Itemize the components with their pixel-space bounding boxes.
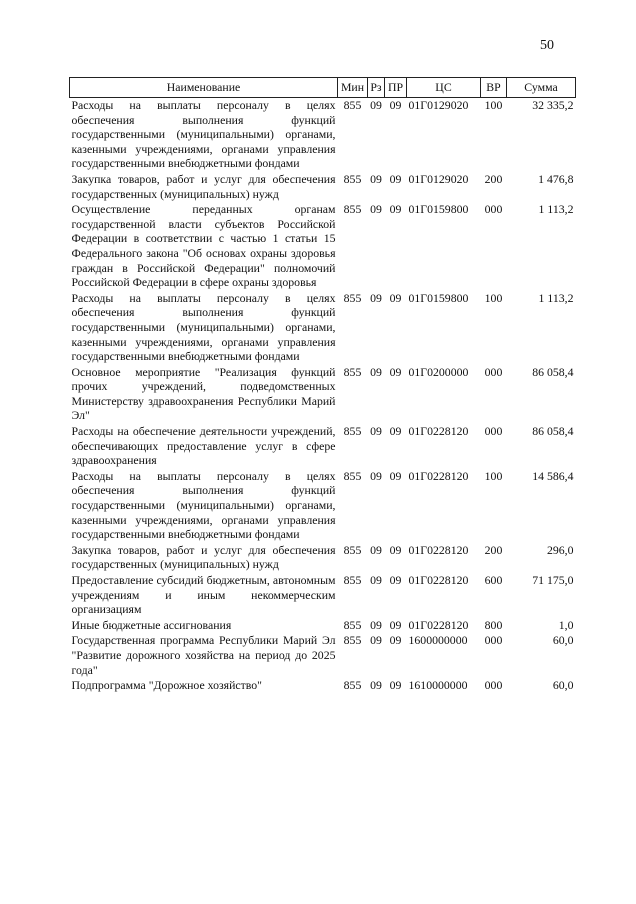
cell-pr: 09 xyxy=(389,290,402,305)
cell-min: 855 xyxy=(343,542,362,557)
cell-name: Осуществление переданных органам государственной власти субъектов Российской Федерации в соответствии с частью 1 статьи 15 Федерального закона "Об основах охраны здоровья граждан в Российской Федерации" полномочий Российской Федерации в сфере охраны здоровья xyxy=(71,202,336,290)
cell-min: 855 xyxy=(343,364,362,379)
cell-sum: 296,0 xyxy=(546,542,574,557)
cell-cs: 01Г0228120 xyxy=(408,573,469,587)
cell-cs: 01Г0228120 xyxy=(408,617,469,632)
cell-name: Расходы на обеспечение деятельности учреждений, обеспечивающих предоставление услуг в сфере здравоохранения xyxy=(71,424,336,468)
header-vr: ВР xyxy=(481,78,507,98)
cell-rz: 09 xyxy=(370,202,382,217)
cell-pr: 09 xyxy=(389,678,402,693)
table-row xyxy=(70,202,576,291)
table-row xyxy=(70,573,576,618)
page-number: 50 xyxy=(540,38,554,53)
table-row xyxy=(70,424,576,469)
cell-min: 855 xyxy=(343,468,362,483)
cell-rz: 09 xyxy=(370,617,382,632)
cell-vr: 000 xyxy=(484,633,503,648)
cell-pr: 09 xyxy=(389,98,402,112)
cell-cs: 01Г0129020 xyxy=(408,98,469,112)
cell-name: Подпрограмма "Дорожное хозяйство" xyxy=(71,678,262,693)
cell-sum: 1 113,2 xyxy=(538,290,574,305)
table-row xyxy=(70,633,576,678)
cell-vr: 100 xyxy=(484,290,503,305)
table-row xyxy=(70,365,576,424)
table-row xyxy=(70,618,576,634)
cell-name: Государственная программа Республики Марий Эл "Развитие дорожного хозяйства на период до 2025 года" xyxy=(71,633,336,677)
cell-cs: 01Г0159800 xyxy=(408,202,469,217)
cell-cs: 01Г0228120 xyxy=(408,542,469,557)
header-rz: Рз xyxy=(368,78,385,98)
cell-vr: 000 xyxy=(484,678,503,693)
cell-cs: 01Г0159800 xyxy=(408,290,469,305)
cell-vr: 200 xyxy=(484,542,503,557)
cell-min: 855 xyxy=(343,573,362,587)
table-row xyxy=(70,291,576,365)
cell-sum: 71 175,0 xyxy=(532,573,574,587)
header-cs: ЦС xyxy=(407,78,481,98)
cell-vr: 000 xyxy=(484,202,503,217)
budget-table xyxy=(69,77,576,694)
cell-name: Закупка товаров, работ и услуг для обеспечения государственных (муниципальных) нужд xyxy=(71,171,336,201)
cell-name: Основное мероприятие "Реализация функций прочих учреждений, подведомственных Министерству здравоохранения Республики Марий Эл" xyxy=(71,364,336,423)
cell-rz: 09 xyxy=(370,424,382,439)
cell-min: 855 xyxy=(343,202,362,217)
cell-sum: 86 058,4 xyxy=(532,424,574,439)
cell-sum: 60,0 xyxy=(552,678,574,693)
cell-vr: 800 xyxy=(484,617,503,632)
cell-sum: 1 113,2 xyxy=(538,202,574,217)
cell-min: 855 xyxy=(343,678,362,693)
cell-rz: 09 xyxy=(370,573,382,587)
cell-pr: 09 xyxy=(389,468,402,483)
cell-sum: 86 058,4 xyxy=(532,364,574,379)
cell-sum: 1,0 xyxy=(558,617,574,632)
cell-min: 855 xyxy=(343,617,362,632)
cell-cs: 01Г0228120 xyxy=(408,424,469,439)
cell-pr: 09 xyxy=(389,617,402,632)
cell-name: Предоставление субсидий бюджетным, автономным учреждениям и иным некоммерческим организациям xyxy=(71,573,336,617)
cell-min: 855 xyxy=(343,633,362,648)
header-sum: Сумма xyxy=(507,78,576,98)
cell-pr: 09 xyxy=(389,364,402,379)
cell-name: Расходы на выплаты персоналу в целях обеспечения выполнения функций государственными (муниципальными) органами, казенными учреждениями, органами управления государственными внебюджетными фондами xyxy=(71,468,336,542)
table-body xyxy=(70,98,576,694)
cell-vr: 200 xyxy=(484,171,503,186)
cell-vr: 100 xyxy=(484,98,503,112)
cell-min: 855 xyxy=(343,98,362,112)
header-pr: ПР xyxy=(385,78,407,98)
cell-min: 855 xyxy=(343,424,362,439)
cell-min: 855 xyxy=(343,290,362,305)
cell-rz: 09 xyxy=(370,290,382,305)
cell-pr: 09 xyxy=(389,633,402,648)
cell-name: Расходы на выплаты персоналу в целях обеспечения выполнения функций государственными (муниципальными) органами, казенными учреждениями, органами управления государственными внебюджетными фондами xyxy=(71,98,336,171)
cell-sum: 14 586,4 xyxy=(532,468,574,483)
cell-name: Иные бюджетные ассигнования xyxy=(71,617,232,632)
cell-rz: 09 xyxy=(370,468,382,483)
header-name: Наименование xyxy=(70,78,338,98)
cell-pr: 09 xyxy=(389,202,402,217)
header-min: Мин xyxy=(338,78,368,98)
cell-cs: 1610000000 xyxy=(408,678,468,693)
cell-pr: 09 xyxy=(389,171,402,186)
table-header xyxy=(70,78,576,98)
table-row xyxy=(70,678,576,694)
cell-rz: 09 xyxy=(370,633,382,648)
cell-cs: 01Г0129020 xyxy=(408,171,469,186)
cell-vr: 000 xyxy=(484,364,503,379)
cell-sum: 1 476,8 xyxy=(538,171,574,186)
cell-pr: 09 xyxy=(389,542,402,557)
cell-rz: 09 xyxy=(370,171,382,186)
cell-name: Закупка товаров, работ и услуг для обеспечения государственных (муниципальных) нужд xyxy=(71,542,336,572)
cell-min: 855 xyxy=(343,171,362,186)
cell-cs: 01Г0200000 xyxy=(408,364,469,379)
table-row xyxy=(70,543,576,573)
cell-vr: 100 xyxy=(484,468,503,483)
cell-vr: 000 xyxy=(484,424,503,439)
cell-rz: 09 xyxy=(370,364,382,379)
table-row xyxy=(70,98,576,172)
cell-cs: 1600000000 xyxy=(408,633,468,648)
cell-cs: 01Г0228120 xyxy=(408,468,469,483)
cell-pr: 09 xyxy=(389,573,402,587)
table-row xyxy=(70,172,576,202)
table-row xyxy=(70,469,576,543)
cell-name: Расходы на выплаты персоналу в целях обеспечения выполнения функций государственными (муниципальными) органами, казенными учреждениями, органами управления государственными внебюджетными фондами xyxy=(71,290,336,364)
cell-sum: 60,0 xyxy=(552,633,574,648)
cell-rz: 09 xyxy=(370,678,382,693)
cell-pr: 09 xyxy=(389,424,402,439)
cell-sum: 32 335,2 xyxy=(532,98,574,112)
cell-vr: 600 xyxy=(484,573,503,587)
cell-rz: 09 xyxy=(370,542,382,557)
cell-rz: 09 xyxy=(370,98,382,112)
